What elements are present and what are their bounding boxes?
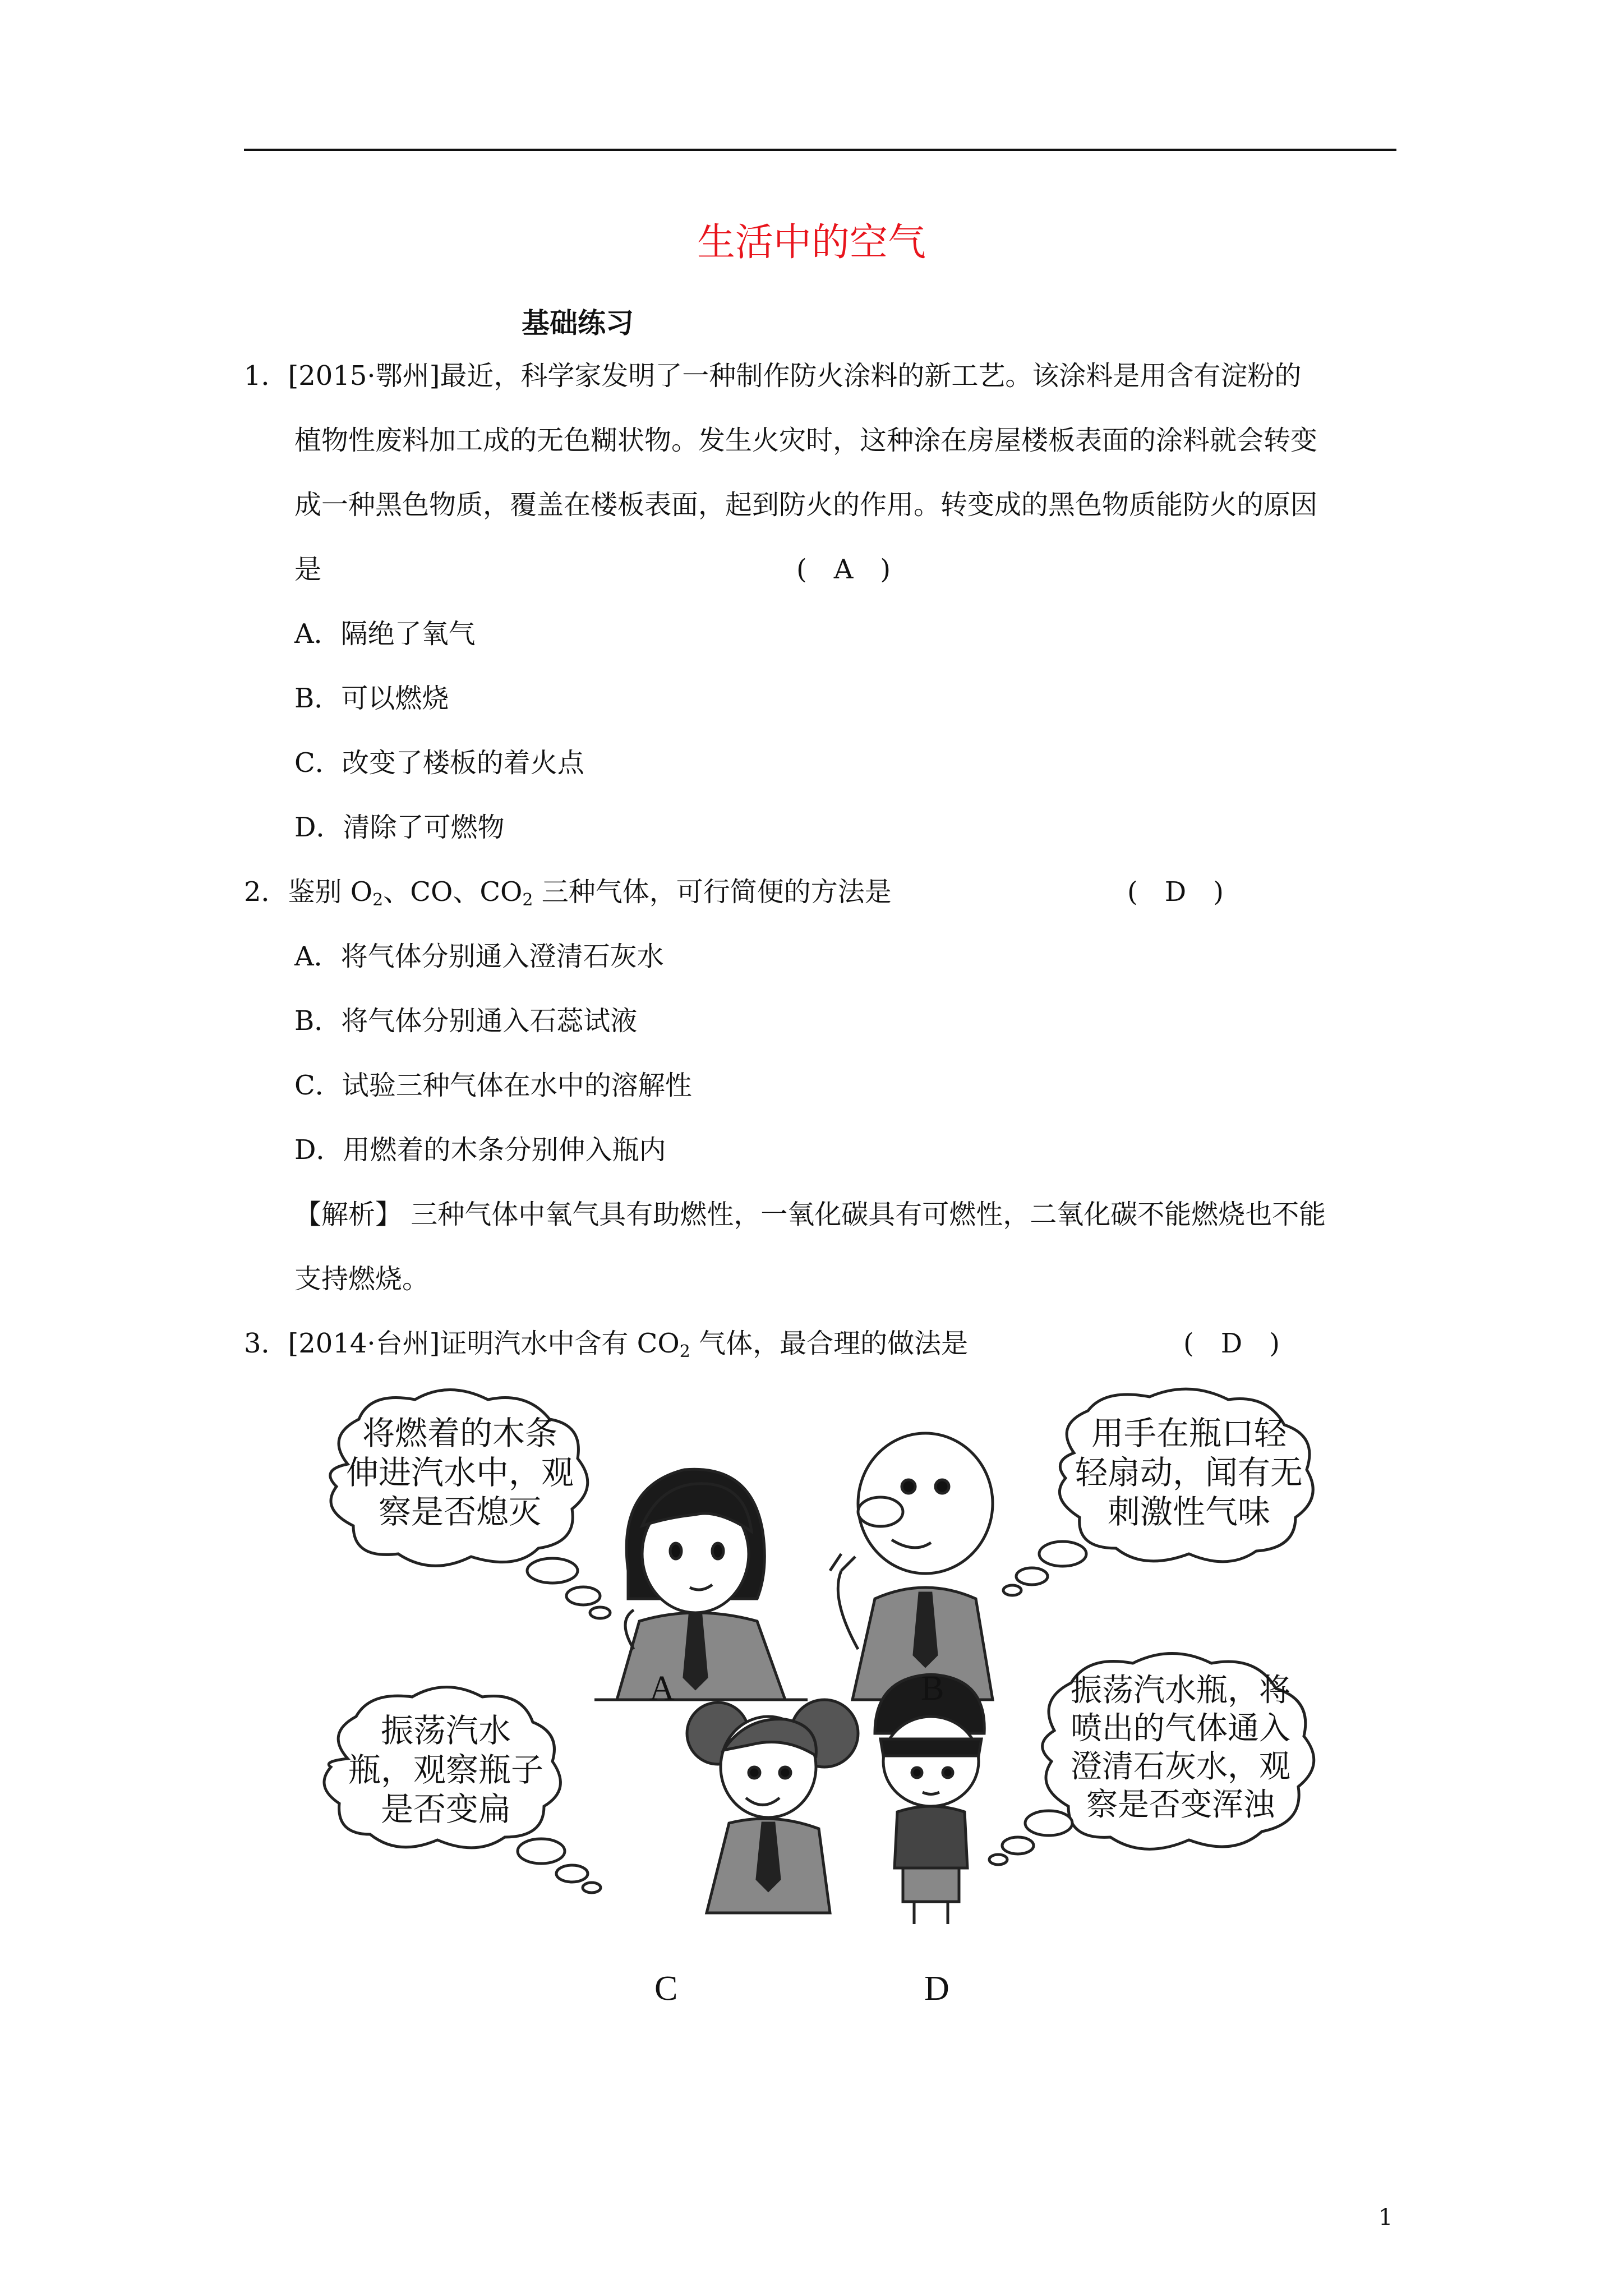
character-b bbox=[830, 1433, 993, 1700]
q1-option-a: A．隔绝了氧气 bbox=[294, 618, 476, 650]
header-rule bbox=[244, 149, 1396, 151]
q2-analysis-line-2: 支持燃烧。 bbox=[294, 1263, 430, 1295]
character-a bbox=[594, 1469, 808, 1700]
character-c bbox=[687, 1700, 858, 1913]
q3-figure bbox=[303, 1386, 1391, 2031]
q1-line-1: 1．[2015·鄂州]最近，科学家发明了一种制作防火涂料的新工艺。该涂料是用含有淀粉的 bbox=[244, 360, 1302, 392]
q3-answer: ( D ) bbox=[1183, 1328, 1280, 1359]
q1-option-b: B．可以燃烧 bbox=[294, 683, 449, 714]
page-title: 生活中的空气 bbox=[697, 220, 926, 265]
q2-answer: ( D ) bbox=[1127, 876, 1224, 908]
q2-option-a: A．将气体分别通入澄清石灰水 bbox=[294, 941, 664, 972]
q2-stem: 2．鉴别 $O_2$、CO、$CO_2$ 三种气体，可行简便的方法是 bbox=[244, 876, 892, 910]
bubble-d-text: 振荡汽水瓶，将 喷出的气体通入 澄清石灰水，观 察是否变浑浊 bbox=[1071, 1672, 1290, 1823]
bubble-c-text: 振荡汽水 瓶，观察瓶子 是否变扁 bbox=[348, 1711, 543, 1828]
q1-option-d: D．清除了可燃物 bbox=[294, 812, 505, 843]
page-number: 1 bbox=[1378, 2205, 1393, 2230]
figure-label-b: B bbox=[921, 1669, 944, 1708]
bubble-a-text: 将燃着的木条 伸进汽水中，观 察是否熄灭 bbox=[345, 1414, 574, 1531]
q2-option-c: C．试验三种气体在水中的溶解性 bbox=[294, 1070, 692, 1101]
q1-line-2: 植物性废料加工成的无色糊状物。发生火灾时，这种涂在房屋楼板表面的涂料就会转变 bbox=[294, 425, 1318, 456]
q1-line-3: 成一种黑色物质，覆盖在楼板表面，起到防火的作用。转变成的黑色物质能防火的原因 bbox=[294, 489, 1318, 521]
q3-stem: 3．[2014·台州]证明汽水中含有 $CO_2$ 气体，最合理的做法是 bbox=[244, 1328, 969, 1361]
figure-label-c: C bbox=[654, 1970, 678, 2008]
figure-label-a: A bbox=[649, 1669, 675, 1708]
q2-analysis-line-1: 【解析】 三种气体中氧气具有助燃性，一氧化碳具有可燃性，二氧化碳不能燃烧也不能 bbox=[294, 1199, 1326, 1230]
q1-option-c: C．改变了楼板的着火点 bbox=[294, 747, 584, 779]
q1-line-4: 是 bbox=[294, 554, 322, 585]
q2-option-b: B．将气体分别通入石蕊试液 bbox=[294, 1005, 638, 1037]
q2-option-d: D．用燃着的木条分别伸入瓶内 bbox=[294, 1134, 666, 1166]
section-heading: 基础练习 bbox=[522, 306, 634, 339]
bubble-b-text: 用手在瓶口轻 轻扇动，闻有无 刺激性气味 bbox=[1075, 1414, 1303, 1531]
figure-label-d: D bbox=[924, 1970, 949, 2008]
q1-answer: ( A ) bbox=[796, 554, 891, 585]
character-d bbox=[875, 1674, 984, 1924]
